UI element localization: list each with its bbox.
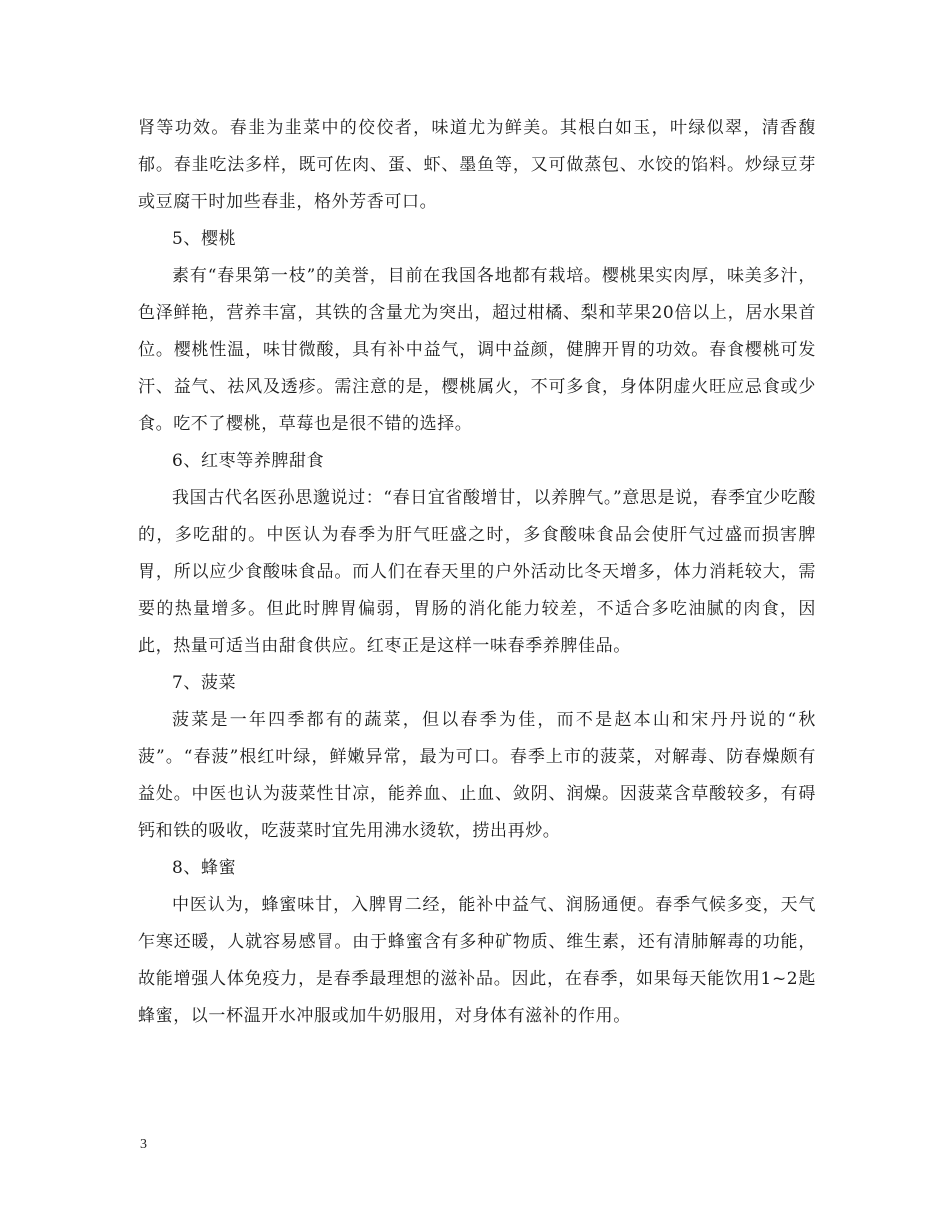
page-number: 3 <box>140 1137 147 1152</box>
section-heading-jujube: 6、红枣等养脾甜食 <box>172 451 325 471</box>
section-body-cherry: 素有“春果第一枝”的美誉，目前在我国各地都有栽培。樱桃果实肉厚，味美多汁，色泽鲜艳，营养丰富，其铁的含量尤为突出，超过柑橘、梨和苹果20倍以上，居水果首位。樱桃性温，味甘微酸，具有补中益气，调中益颜，健脾开胃的功效。春食樱桃可发汗、益气、祛风及透疹。需注意的是，樱桃属火，不可多食，身体阴虚火旺应忌食或少食。吃不了樱桃，草莓也是很不错的选择。 <box>138 266 816 434</box>
section-body-jujube: 我国古代名医孙思邈说过：“春日宜省酸增甘，以养脾气。”意思是说，春季宜少吃酸的，多吃甜的。中医认为春季为肝气旺盛之时，多食酸味食品会使肝气过盛而损害脾胃，所以应少食酸味食品。而人们在春天里的户外活动比冬天增多，体力消耗较大，需要的热量增多。但此时脾胃偏弱，胃肠的消化能力较差，不适合多吃油腻的肉食，因此，热量可适当由甜食供应。红枣正是这样一味春季养脾佳品。 <box>138 488 816 656</box>
section-body-spinach: 菠菜是一年四季都有的蔬菜，但以春季为佳，而不是赵本山和宋丹丹说的“秋菠”。“春菠”根红叶绿，鲜嫩异常，最为可口。春季上市的菠菜，对解毒、防春燥颇有益处。中医也认为菠菜性甘凉，能养血、止血、敛阴、润燥。因菠菜含草酸较多，有碍钙和铁的吸收，吃菠菜时宜先用沸水烫软，捞出再炒。 <box>138 710 816 841</box>
section-heading-cherry: 5、樱桃 <box>172 229 237 249</box>
document-body <box>138 110 816 1035</box>
section-body-honey: 中医认为，蜂蜜味甘，入脾胃二经，能补中益气、润肠通便。春季气候多变，天气乍寒还暖，人就容易感冒。由于蜂蜜含有多种矿物质、维生素，还有清肺解毒的功能，故能增强人体免疫力，是春季最理想的滋补品。因此，在春季，如果每天能饮用1~2匙蜂蜜，以一杯温开水冲服或加牛奶服用，对身体有滋补的作用。 <box>138 895 816 1026</box>
intro-paragraph: 肾等功效。春韭为韭菜中的佼佼者，味道尤为鲜美。其根白如玉，叶绿似翠，清香馥郁。春韭吃法多样，既可佐肉、蛋、虾、墨鱼等，又可做蒸包、水饺的馅料。炒绿豆芽或豆腐干时加些春韭，格外芳香可口。 <box>138 118 816 212</box>
section-heading-spinach: 7、菠菜 <box>172 673 237 693</box>
section-heading-honey: 8、蜂蜜 <box>172 858 237 878</box>
